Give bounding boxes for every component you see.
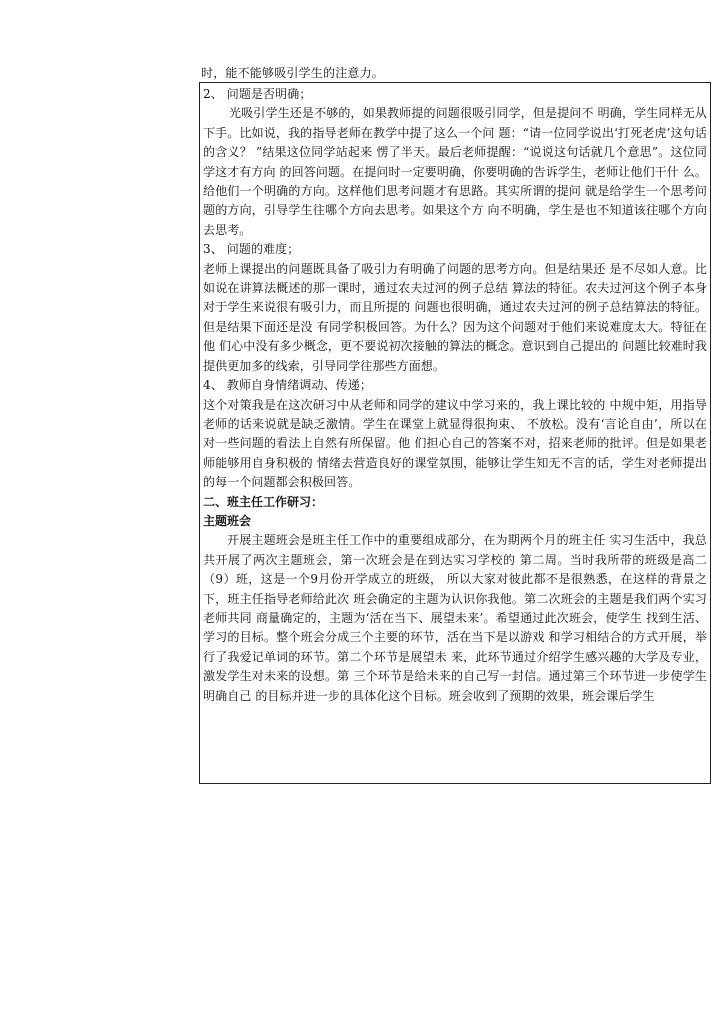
paragraph-question-difficulty: 老师上课提出的问题既具备了吸引力有明确了问题的思考方向。但是结果还 是不尽如人意。比如说在讲算法概述的那一课时，通过农夫过河的例子总结 算法的特征。农夫过河这个例子本身对于学生来说很有吸引力，而且所提的 问题也很明确，通过农夫过河的例子总结算法的特征。但是结果下面还是没 有同学积极回答。为什么？因为这个问题对于他们来说难度太大。特征在他 们心中没有多少概念，更不要说初次接触的算法的概念。意识到自己提出的 问题比较难时我提供更加多的线索，引导同学往那些方面想。 xyxy=(203,261,707,373)
paragraph-theme-class-meeting: 开展主题班会是班主任工作中的重要组成部分，在为期两个月的班主任 实习生活中，我总共开展了两次主题班会，第一次班会是在到达实习学校的 第二周。当时我所带的班级是高二（9）班，这是一个9月份开学成立的班级， 所以大家对彼此都不是很熟悉，在这样的背景之下，班主任指导老师给此次 班会确定的主题为认识你我他。第二次班会的主题是我们两个实习老师共同 商量确定的，主题为‘活在当下、展望未来’。希望通过此次班会，使学生 找到生活、学习的目标。整个班会分成三个主要的环节，活在当下是以游戏 和学习相结合的方式开展，举行了我爱记单词的环节。第二个环节是展望未 来，此环节通过介绍学生感兴趣的大学及专业，激发学生对未来的设想。第 三个环节是给未来的自己写一封信。通过第三个环节进一步使学生明确自己 的目标并进一步的具体化这个目标。班会收到了预期的效果，班会课后学生 xyxy=(203,533,707,703)
item-heading-question-clarity: 2、 问题是否明确； xyxy=(203,87,312,101)
item-heading-question-difficulty: 3、 问题的难度； xyxy=(203,242,300,257)
paragraph-question-clarity: 光吸引学生还是不够的，如果教师提的问题很吸引同学，但是提问不 明确，学生同样无从下手。比如说，我的指导老师在教学中提了这么一个问 题：“请一位同学说出‘打死老虎’这句话的含义？ ”结果这位同学站起来 愣了半天。最后老师提醒：“说说这句话就几个意思”。这位同学这才有方向 的回答问题。在提问时一定要明确，你要明确的告诉学生，老师让他们干什 么。给他们一个明确的方向。这样他们思考问题才有思路。其实所谓的提问 就是给学生一个思考问题的方向，引导学生往哪个方向去思考。如果这个方 向不明确，学生是也不知道该往哪个方向去思考。 xyxy=(203,106,707,237)
subheading-theme-class-meeting: 主题班会 xyxy=(203,513,252,528)
content-table-cell xyxy=(199,82,711,784)
continued-text-line: 时，能不能够吸引学生的注意力。 xyxy=(201,66,385,80)
section-heading-class-teacher-work: 二、班主任工作研习： xyxy=(203,494,324,509)
paragraph-teacher-emotion: 这个对策我是在这次研习中从老师和同学的建议中学习来的，我上课比较的 中规中矩，用指导老师的话来说就是缺乏激情。学生在课堂上就显得很拘束、 不放松。没有‘言论自由’，所以在对一些问题的看法上自然有所保留。他 们担心自己的答案不对，招来老师的批评。但是如果老师能够用自身积极的 情绪去营造良好的课堂氛围，能够让学生知无不言的话，学生对老师提出 的每一个问题都会积极回答。 xyxy=(203,397,707,490)
item-heading-teacher-emotion: 4、 教师自身情绪调动、传递； xyxy=(203,378,372,393)
